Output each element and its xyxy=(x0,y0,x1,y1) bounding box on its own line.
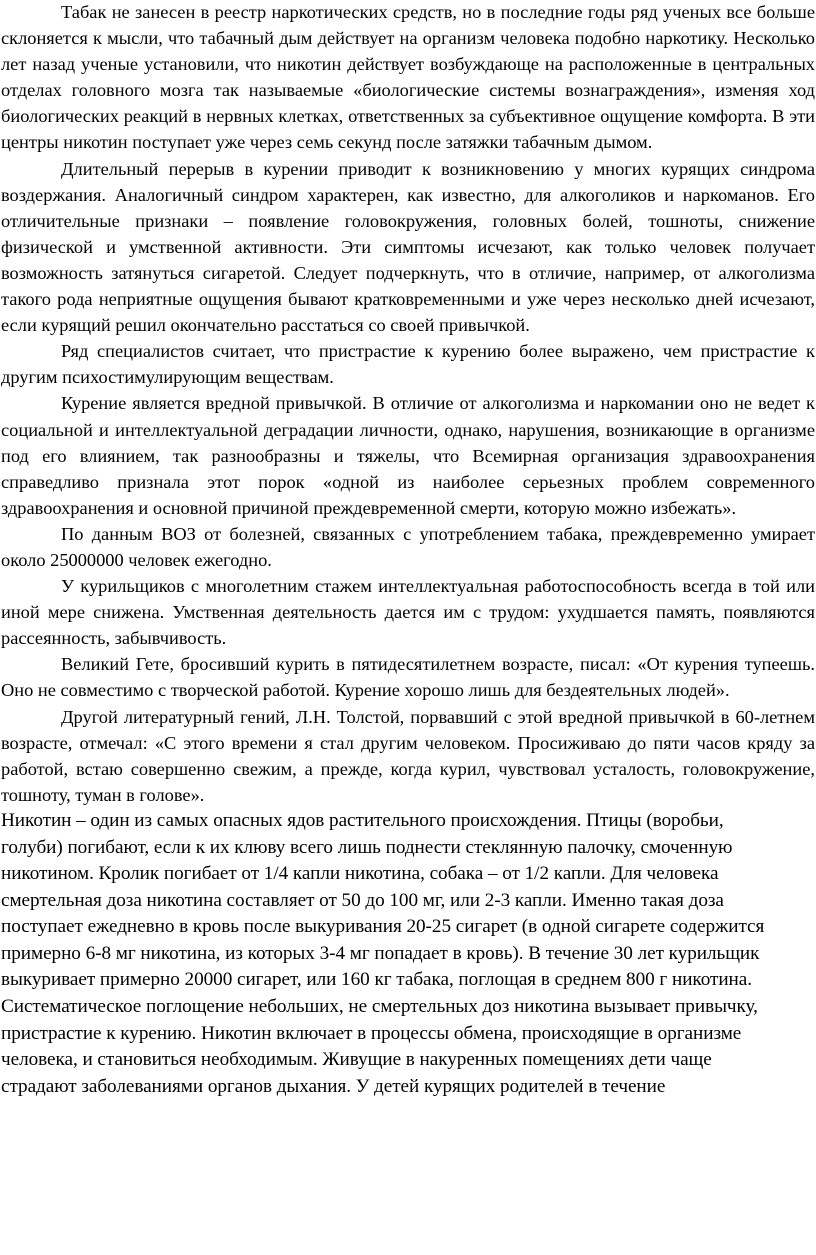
nicotine-section xyxy=(1,808,815,1101)
text-line: Систематическое поглощение небольших, не смертельных доз никотина вызывает привычку, xyxy=(1,996,758,1018)
text-line: голуби) погибают, если к их клюву всего лишь поднести стеклянную палочку, смоченную xyxy=(1,836,733,858)
paragraph-who-data: По данным ВОЗ от болезней, связанных с употреблением табака, преждевременно умирает около 25000000 человек ежегодно. xyxy=(1,523,815,570)
text-line: выкуривает примерно 20000 сигарет, или 160 кг табака, поглощая в среднем 800 г никотина. xyxy=(1,969,752,991)
text-line: Никотин – один из самых опасных ядов растительного происхождения. Птицы (воробьи, xyxy=(1,809,724,831)
paragraph-intellectual-capacity: У курильщиков с многолетним стажем интеллектуальная работоспособность всегда в той или иной мере снижена. Умственная деятельность дается им с трудом: ухудшается память, появляются рассеянность, забывчивость. xyxy=(1,576,815,649)
paragraph-specialists-opinion: Ряд специалистов считает, что пристрастие к курению более выражено, чем пристрастие к другим психостимулирующим веществам. xyxy=(1,341,815,388)
text-line: человека, и становиться необходимым. Живущие в накуренных помещениях дети чаще xyxy=(1,1049,712,1071)
text-line: пристрастие к курению. Никотин включает в процессы обмена, происходящие в организме xyxy=(1,1022,742,1044)
text-line: смертельная доза никотина составляет от 50 до 100 мг, или 2-3 капли. Именно такая доза xyxy=(1,889,724,911)
paragraph-tobacco-narcotic: Табак не занесен в реестр наркотических средств, но в последние годы ряд ученых все больше склоняется к мысли, что табачный дым действует на организм человека подобно наркотику. Несколько лет назад ученые установили, что никотин действует возбуждающе на расположенные в центральных отделах головного мозга так называемые «биологические системы вознаграждения», изменяя ход биологических реакций в нервных клетках, ответственных за субъективное ощущение комфорта. В эти центры никотин поступает уже через семь секунд после затяжки табачным дымом. xyxy=(1,2,815,153)
paragraph-withdrawal-syndrome: Длительный перерыв в курении приводит к возникновению у многих курящих синдрома воздержания. Аналогичный синдром характерен, как известно, для алкоголиков и наркоманов. Его отличительные признаки – появление головокружения, головных болей, тошноты, снижение физической и умственной активности. Эти симптомы исчезают, как только человек получает возможность затянуться сигаретой. Следует подчеркнуть, что в отличие, например, от алкоголизма такого рода неприятные ощущения бывают кратковременными и уже через несколько дней исчезают, если курящий решил окончательно расстаться со своей привычкой. xyxy=(1,158,815,336)
paragraph-harmful-habit: Курение является вредной привычкой. В отличие от алкоголизма и наркомании оно не ведет к социальной и интеллектуальной деградации личности, однако, нарушения, возникающие в организме под его влиянием, так разнообразны и тяжелы, что Всемирная организация здравоохранения справедливо признала этот порок «одной из наиболее серьезных проблем современного здравоохранения и основной причиной преждевременной смерти, которую можно избежать». xyxy=(1,393,815,518)
paragraph-tolstoy-quote: Другой литературный гений, Л.Н. Толстой, порвавший с этой вредной привычкой в 60-летнем возрасте, отмечал: «С этого времени я стал другим человеком. Просиживаю до пяти часов кряду за работой, встаю совершенно свежим, а прежде, когда курил, чувствовал усталость, головокружение, тошноту, туман в голове». xyxy=(1,706,815,805)
paragraph-goethe-quote: Великий Гете, бросивший курить в пятидесятилетнем возрасте, писал: «От курения тупеешь. Оно не совместимо с творческой работой. Курение хорошо лишь для бездеятельных людей». xyxy=(1,654,815,701)
text-line: поступает ежедневно в кровь после выкуривания 20-25 сигарет (в одной сигарете содержится xyxy=(1,916,765,938)
text-line: страдают заболеваниями органов дыхания. У детей курящих родителей в течение xyxy=(1,1075,666,1097)
text-line: никотином. Кролик погибает от 1/4 капли никотина, собака – от 1/2 капли. Для человека xyxy=(1,863,719,885)
text-line: примерно 6-8 мг никотина, из которых 3-4 мг попадает в кровь). В течение 30 лет курильщик xyxy=(1,942,760,964)
